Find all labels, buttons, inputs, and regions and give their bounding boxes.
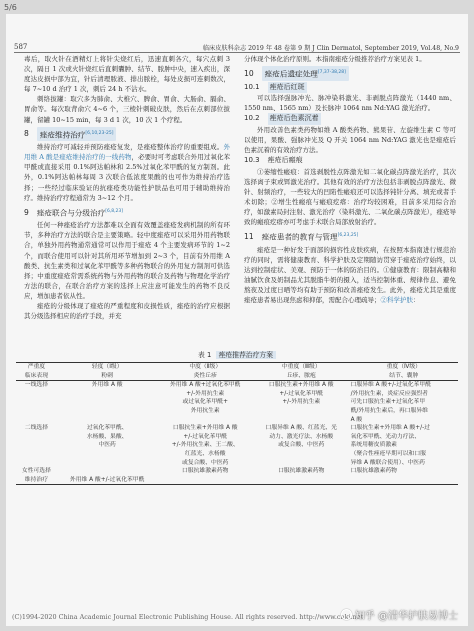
table-cell: 口服抗雄激素药物 [350,468,397,475]
left-column [24,54,230,321]
table-header-cell: 临床表现 [16,372,57,381]
table-cell: 外用维 A 酸+/-过氧化苯甲酰 [57,476,158,485]
section-heading-11 [244,229,456,244]
table-cell: 口服抗生素+外用维 A 酸 +/-过氧化苯甲酰 +/-外用抗生素、王二酸、 红蓝光、水杨酸 或复合酸、中医药 [171,425,239,466]
table-row [16,424,458,467]
page-indicator: 5/6 [4,3,17,12]
table-cell [57,467,158,476]
table-cell [158,476,253,485]
subsection-heading-10-3: 10.3 痤疮后瘢痕 [244,155,456,167]
paragraph: 痤疮是一种好发于面部的损容性皮肤疾病，在按照本指南进行规范治疗的同时，需将健康教育、科学护肤及定期随访贯穿于痤疮治疗始终，以达到控制症状、美观、预防于一体的防治目的。①健康教育：限制高糖和油腻饮食及奶制品尤其脱脂牛奶的摄入，适当控制体重、规律作息、避免熬夜及过度日晒等均有助于预防和改善痤疮发生。此外，痤疮尤其是重度痤疮患者易出现焦虑和抑郁，需配合心理疏导；②科学护肤： [244,245,456,305]
table-cell: 口服抗生素+外用维 A 酸+/-过 氧化苯甲酰、光动力疗法、 系统用糖皮质激素 （聚合性痤疮早期可以和口服 异维 A 酸联合使用）、中医药 [350,425,430,466]
table-row-label: 二线选择 [24,425,48,432]
table-header-cell: 中度（Ⅱ级） [158,363,253,372]
subsection-heading-10-2: 10.2 痤疮后色素沉着 [244,113,456,125]
citation-ref[interactable]: [7,37-38,28] [317,70,346,76]
table-cell: 口服异维 A 酸、红蓝光、光 动力、激光疗法、水杨酸 或复合酸、中医药 [265,425,337,449]
table-header-cell: 炎性丘疹 [158,372,253,381]
table-cell: 口服抗生素+外用维 A 酸 +/-过氧化苯甲酰 +/-外用抗生素 [268,382,334,406]
header-divider [14,52,460,53]
paragraph: 外用改善色素类药物如维 A 酸类药物、熊果苷、左旋维生素 C 等可以使用，果酸、强脉冲光及 Q 开关 1064 nm Nd:YAG 激光也是痤疮后色素沉着的有效治疗方法。 [244,125,456,154]
recommendation-table [16,362,458,485]
table-row-label: 女性可选择 [21,468,51,475]
table-cell: 口服抗雄激素药物 [278,468,325,475]
table-cell: 外用维 A 酸+过氧化苯甲酰 +/-外用抗生素 或过氧化苯甲酰+ 外用抗生素 [169,382,241,414]
section-title: 痤疮后遗症处理[7,37-38,28] [262,66,349,81]
subsection-title: 痤疮后色素沉着 [268,113,321,125]
watermark: 知乎 @清华护肤易博士 [341,607,458,622]
citation-ref[interactable]: [6,8,23] [105,208,124,214]
section-heading-10 [244,66,456,81]
section-number: 10 [244,68,254,78]
subsection-title: 痤疮后瘢痕 [267,156,303,165]
citation-ref[interactable]: [6,23,25] [337,233,359,239]
table-cell [253,476,350,485]
treatment-table [16,349,458,485]
table-cell: 过氧化苯甲酰、 水杨酸、果酸、 中医药 [86,425,128,449]
table-row-label: 维持治疗 [16,476,57,485]
table-header-cell: 轻度（Ⅰ级） [57,363,158,372]
section-heading-8 [24,127,230,142]
running-header [6,14,468,50]
table-row [16,381,458,424]
table-cell: 口服抗雄激素药物 [182,468,229,475]
table-header-cell: 严重度 [16,363,57,372]
copyright-footer: (C)1994-2020 China Academic Journal Electronic Publishing House. All rights reserved. http://www.cnki.net [12,613,364,621]
table-row [16,476,458,485]
section-number: 9 [24,207,29,217]
section-heading-9 [24,205,230,220]
table-header-cell: 丘疹、脓疱 [253,372,350,381]
paragraph: 任何一种痤疮治疗方法都难以全面有效覆盖痤疮发病机制的所有环节，多种治疗方法的联合是主要策略。轻中度痤疮可以采用外用药物联合，单独外用药物通常通常可以作用于痤疮 4 个主要发病环节的 1~2 个，而联合使用可以针对其所用环节增加到 2~3 个，目前有外用维 A 酸类、抗生素类和过氧化苯甲酰等多种药物联合的外用复方制剂可供选择；中重度痤疮常需系统药物与外用药物的联合及药物与物理化学治疗方法的联合，在联合治疗方案的选择上应注意可能发生的药物不良反应，增加患者依从性。 [24,221,230,300]
table-cell: 口服异维 A 酸+/-过氧化苯甲酰 /外用抗生素，炎症反应强烈者 可先口服抗生素+过氧化苯甲 酰/外用抗生素后，再口服异维 A 酸 [350,382,431,423]
subsection-title: 痤疮后红斑 [268,82,307,94]
paragraph: 痤疮的分级体现了痤疮的严重程度和皮损性质，痤疮的治疗应根据其分级选择相应的治疗手段，并充 [24,302,230,321]
table-header-row [16,363,458,372]
section-number: 8 [24,129,29,139]
table-row [16,467,458,476]
highlighted-text: 外用维 A 酸是痤疮维持治疗的一线药物 [24,143,230,162]
journal-citation: 临床皮肤科杂志 2019 年 48 卷第 9 期 J Clin Dermatol, September 2019, Vol.48, No.9 [202,45,459,52]
highlighted-text: ②科学护肤 [380,296,413,305]
paragraph: 毒后，取火针在酒精灯上将针尖烧红后，迅速直刺各穴，每穴点刺 3 次，隔日 1 次或火针烧红后直刺囊肿、结节、脓肿中央，速入疾出，深度达皮损中部为宜，针后清理脓液、排出脓栓，每处皮损可连刺数次，每 7~10 d 治疗 1 次，刺后 24 h 不沾水。 [24,55,230,94]
citation-ref[interactable]: [6,10,23-25] [85,130,114,136]
table-row-label: 一线选择 [24,382,48,389]
section-title: 痤疮联合与分级治疗[6,8,23] [36,208,124,218]
table-header-cell: 中重度（Ⅲ级） [253,363,350,372]
right-column [244,54,456,305]
document-page [6,14,468,626]
page-number: 587 [14,43,28,51]
table-cell [350,476,458,485]
paragraph: 分体现个体化治疗原则。本指南痤疮分级推荐治疗方案见表 1。 [244,55,426,63]
section-title: 痤疮维持治疗[6,10,23-25] [37,127,117,142]
paragraph: 维持治疗可减轻并预防痤疮复发，是痤疮整体治疗的重要组成。外用维 A 酸是痤疮维持治疗的一线药物，必要时可考虑联合外用过氧化苯甲酰或直接采用 0.1%阿达帕林和 2.5%过氧化苯甲酰的复方制剂。此外，0.1%阿达帕林每周 3 次联合低浓度果酸的也可作为维持治疗选择；一些经过临床验证的抗痤疮类功能性护肤品也可用于辅助维持治疗。维持治疗疗程通常为 3~12 个月。 [24,143,231,202]
table-header-cell: 结节、囊肿 [350,372,458,381]
table-cell: 外用维 A 酸 [91,382,123,389]
table-title: 表 1 痤疮推荐治疗方案 [16,349,458,359]
table-header-cell: 重度（Ⅳ级） [350,363,458,372]
table-header-row [16,372,458,381]
subsection-heading-10-1: 10.1 痤疮后红斑 [244,82,456,94]
section-title: 痤疮患者的教育与管理[6,23,25] [261,232,359,242]
table-header-cell: 粉刺 [57,372,158,381]
zhihu-logo-icon [341,609,352,620]
paragraph: 刺络拔罐：取穴多为肺俞、大椎穴、脾俞、胃俞、大肠俞、膈俞、胃俞等。每次取背俞穴 4~6 个，三棱针刺破皮肤，然后在点刺部位拔罐，留罐 10~15 min，每 3 d 1 次，10 次 1 个疗程。 [24,95,230,124]
paragraph: ①萎缩性瘢痕：首选剥脱性点阵激光如二氧化碳点阵激光治疗，其次选择离子束或铒激光治疗。其他有效的治疗方法包括非剥脱点阵激光、微针、射频治疗，一些较大的凹陷性瘢痕还可以选择钝针分离、填充或者手术切除；②增生性瘢痕与瘢痕疙瘩：治疗均较困难，目前多采用综合治疗，如激素局封注射、激光治疗（染料激光、二氧化碳点阵激光），痤疮导致的瘢痕疙瘩亦可考虑手术联合局部放射治疗。 [244,167,456,227]
paragraph: 可以选择强脉冲光、脉冲染料激光、非剥脱点阵激光（1440 nm、1550 nm、1565 nm）及长脉冲 1064 nm Nd:YAG 激光治疗。 [244,94,456,113]
section-number: 11 [244,231,254,241]
